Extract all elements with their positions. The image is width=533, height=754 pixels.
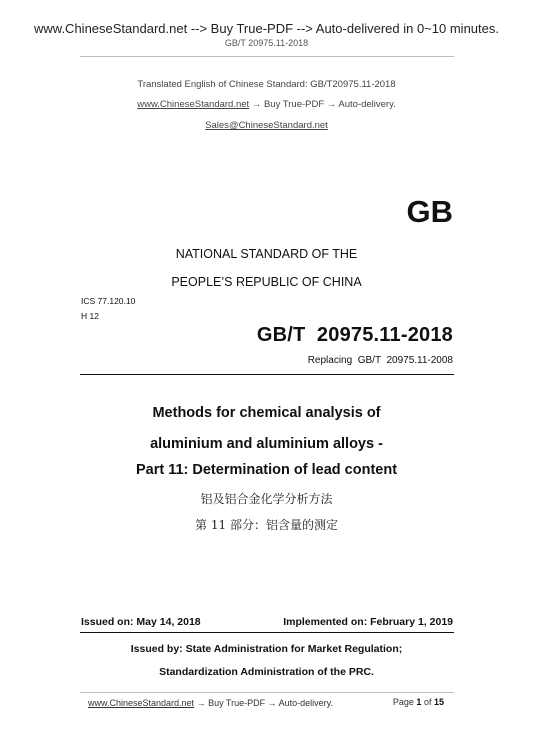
- chinese-title-line2: 第 11 部分：铝含量的测定: [195, 518, 338, 532]
- chinese-title-line1: 铝及铝合金化学分析方法: [200, 492, 333, 506]
- footer-link-suffix: → Buy True-PDF → Auto-delivery.: [194, 698, 333, 708]
- standard-divider: [80, 374, 454, 375]
- page-current: 1: [416, 697, 422, 707]
- standard-name-line1: NATIONAL STANDARD OF THE: [175, 247, 358, 261]
- website-link-suffix: → Buy True-PDF → Auto-delivery.: [249, 99, 396, 110]
- page-label: Page: [392, 697, 414, 707]
- title-line1: Methods for chemical analysis of: [152, 405, 381, 421]
- footer-divider: [80, 692, 454, 693]
- dates-divider: [80, 632, 454, 633]
- title-line2: aluminium and aluminium alloys -: [150, 436, 383, 452]
- implemented-date: Implemented on: February 1, 2019: [283, 616, 453, 628]
- title-line3: Part 11: Determination of lead content: [135, 462, 398, 478]
- standard-name-line2: PEOPLE’S REPUBLIC OF CHINA: [171, 275, 362, 289]
- issued-date: Issued on: May 14, 2018: [81, 616, 201, 628]
- page-total: 15: [433, 697, 444, 707]
- page-indicator: [393, 697, 444, 707]
- issuer-line1: Issued by: State Administration for Market Regulation;: [130, 643, 403, 655]
- email-line: [0, 120, 533, 131]
- translation-link-line: [0, 99, 533, 110]
- page-of: of: [423, 697, 432, 707]
- ics-code: ICS 77.120.10: [81, 296, 136, 306]
- website-link[interactable]: www.ChineseStandard.net: [137, 99, 250, 110]
- standard-number: GB/T 20975.11-2018: [256, 324, 453, 346]
- sales-email-link[interactable]: Sales@ChineseStandard.net: [205, 120, 328, 131]
- gb-mark: GB: [406, 194, 453, 229]
- header-banner: www.ChineseStandard.net --> Buy True-PDF --> Auto-delivered in 0~10 minutes.: [34, 21, 499, 36]
- translation-note: Translated English of Chinese Standard: GB/T20975.11-2018: [137, 79, 396, 90]
- footer-website-link[interactable]: www.ChineseStandard.net: [88, 698, 195, 708]
- header-divider: [80, 56, 454, 57]
- h-code: H 12: [81, 311, 99, 321]
- header-doc-code: GB/T 20975.11-2018: [224, 38, 309, 48]
- replacing-note: Replacing GB/T 20975.11-2008: [307, 355, 453, 366]
- issuer-line2: Standardization Administration of the PRC.: [159, 666, 374, 678]
- footer-link-line: [88, 698, 333, 708]
